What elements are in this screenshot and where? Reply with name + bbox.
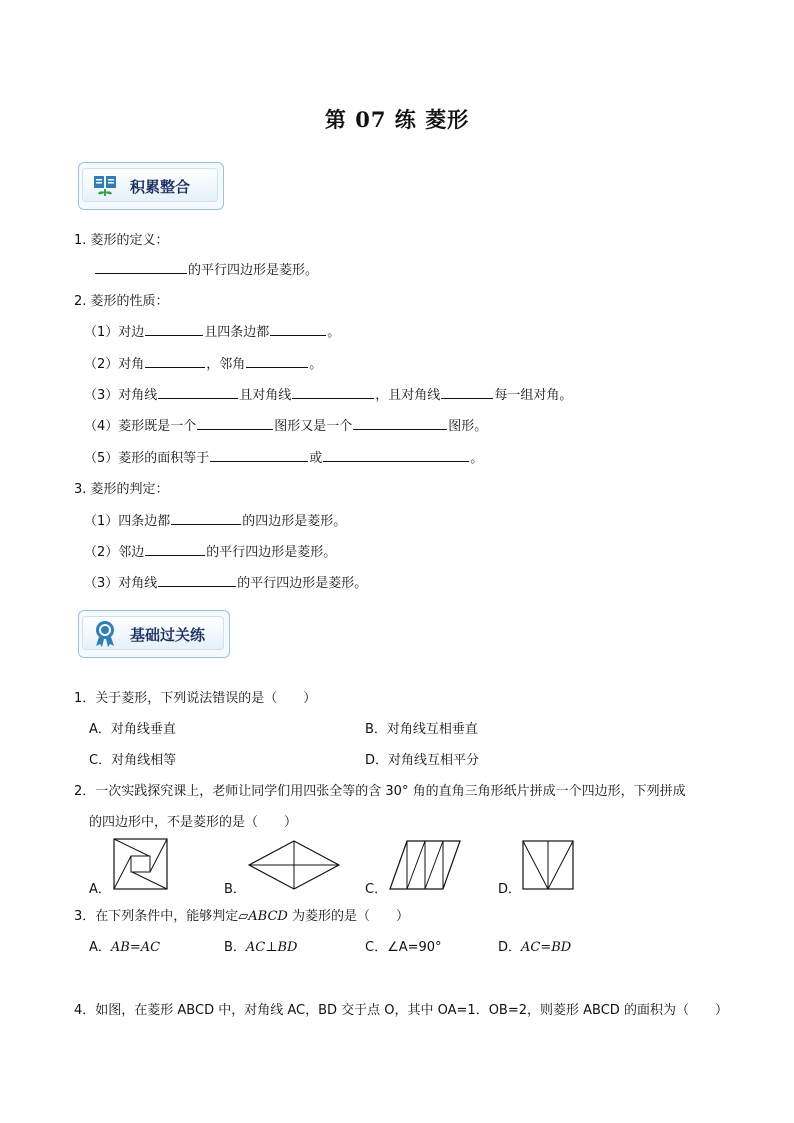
question-4-stem: 4．如图，在菱形 ABCD 中，对角线 AC，BD 交于点 O，其中 OA=1．OB=2，则菱形 ABCD 的面积为（ ）	[74, 1003, 728, 1018]
question-2-option-c[interactable]: C．	[365, 882, 388, 897]
blank[interactable]	[145, 323, 203, 336]
section-label: 积累整合	[130, 178, 191, 196]
question-3-option-a[interactable]: A．AB=AC	[89, 940, 161, 955]
property-2: （2）对角 ，邻角 。	[84, 357, 323, 372]
question-2-option-a[interactable]: A．	[89, 882, 111, 897]
property-3: （3）对角线 且对角线 ，且对角线 每一组对角。	[84, 388, 573, 403]
blank[interactable]	[353, 417, 447, 430]
item-2-heading: 2. 菱形的性质：	[74, 294, 169, 309]
blank[interactable]	[197, 417, 273, 430]
question-1-stem: 1．关于菱形，下列说法错误的是（ ）	[74, 691, 317, 706]
question-1-option-b[interactable]: B．对角线互相垂直	[365, 722, 478, 737]
question-2-option-d[interactable]: D．	[498, 882, 522, 897]
blank[interactable]	[158, 386, 238, 399]
question-2-stem-line1: 2．一次实践探究课上，老师让同学们用四张全等的含 30° 角的直角三角形纸片拼成一个四边形，下列拼成	[74, 784, 686, 799]
figure-d-rectangle	[522, 840, 574, 890]
section-banner-accumulate	[78, 162, 224, 210]
criterion-1: （1）四条边都 的四边形是菱形。	[84, 514, 347, 529]
question-3-option-b[interactable]: B．AC⊥BD	[224, 940, 298, 955]
section-label: 基础过关练	[130, 626, 206, 644]
question-1-option-a[interactable]: A．对角线垂直	[89, 722, 176, 737]
criterion-3: （3）对角线 的平行四边形是菱形。	[84, 576, 368, 591]
medal-icon	[90, 618, 120, 648]
blank[interactable]	[441, 386, 493, 399]
question-2-option-b[interactable]: B．	[224, 882, 246, 897]
book-plant-icon	[90, 170, 120, 200]
figure-c-parallelogram	[389, 840, 461, 890]
question-3-option-d[interactable]: D．AC=BD	[498, 940, 572, 955]
property-1: （1）对边 且四条边都 。	[84, 325, 341, 340]
blank[interactable]	[145, 355, 205, 368]
blank[interactable]	[158, 574, 236, 587]
blank[interactable]	[210, 449, 308, 462]
page-title: 第 07 练 菱形	[324, 107, 470, 132]
definition-line: 的平行四边形是菱形。	[94, 259, 318, 278]
item-1-heading: 1. 菱形的定义：	[74, 233, 169, 248]
property-4: （4）菱形既是一个 图形又是一个 图形。	[84, 419, 488, 434]
question-1-option-c[interactable]: C．对角线相等	[89, 753, 177, 768]
blank[interactable]	[292, 386, 374, 399]
question-2-stem-line2: 的四边形中，不是菱形的是（ ）	[89, 815, 298, 830]
criterion-2: （2）邻边 的平行四边形是菱形。	[84, 545, 337, 560]
blank[interactable]	[270, 323, 326, 336]
question-3-stem: 3．在下列条件中，能够判定▱ABCD 为菱形的是（ ）	[74, 909, 409, 924]
blank[interactable]	[323, 449, 469, 462]
question-1-option-d[interactable]: D．对角线互相平分	[365, 753, 480, 768]
section-banner-practice	[78, 610, 230, 658]
figure-b-rhombus	[248, 840, 340, 890]
figure-a-pinwheel-square	[113, 838, 168, 890]
blank[interactable]	[171, 512, 241, 525]
question-3-option-c[interactable]: C．∠A=90°	[365, 940, 442, 955]
blank[interactable]	[145, 543, 205, 556]
item-3-heading: 3. 菱形的判定：	[74, 482, 169, 497]
blank[interactable]	[246, 355, 308, 368]
property-5: （5）菱形的面积等于 或 。	[84, 451, 484, 466]
blank[interactable]	[95, 261, 187, 274]
